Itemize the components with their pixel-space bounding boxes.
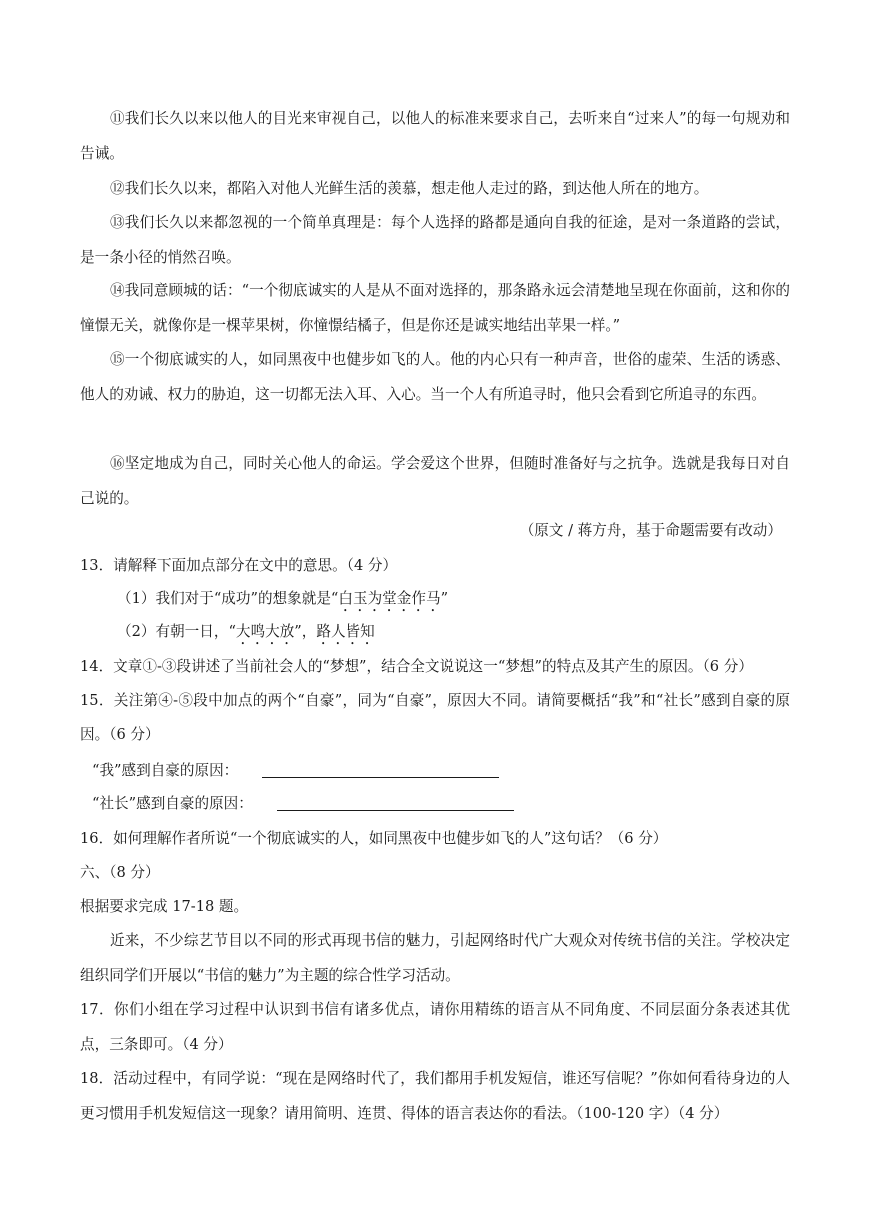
paragraph-12: [80, 172, 790, 207]
paragraph-number: ⑬: [110, 214, 125, 231]
blank-1-label: “我”感到自豪的原因：: [92, 762, 239, 779]
question-15-stem: 15．关注第④-⑤段中加点的两个“自豪”，同为“自豪”，原因大不同。请简要概括“我”和“社长”感到自豪的原因。（6 分）: [80, 692, 790, 743]
paragraph-text: 坚定地成为自己，同时关心他人的命运。学会爱这个世界，但随时准备好与之抗争。选就是我每日对自己说的。: [80, 455, 790, 507]
question-13-item-1: [117, 589, 448, 615]
paragraph-number: ⑭: [110, 282, 125, 299]
blank-2-label: “社长”感到自豪的原因：: [92, 795, 253, 812]
question-13-item-2: [117, 622, 375, 648]
paragraph-13: [80, 206, 790, 275]
answer-blank-2[interactable]: [277, 810, 514, 811]
item-text: （2）有朝一日，“: [117, 623, 236, 640]
paragraph-text: 我们长久以来以他人的目光来审视自己，以他人的标准来要求自己，去听来自“过来人”的每一句规劝和告诫。: [80, 110, 790, 162]
item-text: ”: [440, 590, 449, 607]
question-18: 18．活动过程中，有同学说：“现在是网络时代了，我们都用手机发短信，谁还写信呢？”你如何看待身边的人更习惯用手机发短信这一现象？请用简明、连贯、得体的语言表达你的看法。（100-120 字）（4 分）: [80, 1070, 790, 1122]
item-text: （1）我们对于“成功”的想象就是“: [117, 590, 339, 607]
dotted-phrase: 大鸣大放: [235, 623, 295, 640]
paragraph-text: 一个彻底诚实的人，如同黑夜中也健步如飞的人。他的内心只有一种声音，世俗的虚荣、生活的诱惑、他人的劝诫、权力的胁迫，这一切都无法入耳、入心。当一个人有所追寻时，他只会看到它所追寻的东西。: [80, 351, 790, 403]
paragraph-number: ⑮: [110, 351, 125, 368]
question-13-stem: 13．请解释下面加点部分在文中的意思。（4 分）: [80, 557, 398, 574]
paragraph-number: ⑫: [110, 180, 125, 197]
source-attribution: （原文 / 蒋方舟，基于命题需要有改动）: [519, 522, 782, 539]
question-14: 14．文章①-③段讲述了当前社会人的“梦想”，结合全文说说这一“梦想”的特点及其产生的原因。（6 分）: [80, 658, 753, 675]
answer-blank-1[interactable]: [262, 777, 499, 778]
paragraph-14: [80, 274, 790, 343]
section-6-instruction: 根据要求完成 17-18 题。: [80, 898, 249, 915]
item-text: ”，: [294, 623, 317, 640]
paragraph-text: 我同意顾城的话：“一个彻底诚实的人是从不面对选择的，那条路永远会清楚地呈现在你面前，这和你的憧憬无关，就像你是一棵苹果树，你憧憬结橘子，但是你还是诚实地结出苹果一样。”: [80, 282, 790, 334]
dotted-phrase: 白玉为堂金作马: [338, 590, 441, 607]
paragraph-16: [80, 447, 790, 516]
paragraph-text: 我们长久以来都忽视的一个简单真理是：每个人选择的路都是通向自我的征途，是对一条道路的尝试，是一条小径的悄然召唤。: [80, 214, 790, 266]
paragraph-15: [80, 343, 790, 412]
question-16: 16．如何理解作者所说“一个彻底诚实的人，如同黑夜中也健步如飞的人”这句话？（6 分）: [80, 830, 668, 847]
paragraph-text: 我们长久以来，都陷入对他人光鲜生活的羡慕，想走他人走过的路，到达他人所在的地方。: [124, 180, 709, 197]
section-6-title: 六、（8 分）: [80, 864, 160, 881]
paragraph-number: ⑪: [110, 110, 125, 127]
paragraph-number: ⑯: [110, 455, 125, 472]
dotted-phrase: 路人皆知: [316, 623, 375, 640]
section-6-context: 近来，不少综艺节目以不同的形式再现书信的魅力，引起网络时代广大观众对传统书信的关注。学校决定组织同学们开展以“书信的魅力”为主题的综合性学习活动。: [80, 932, 790, 984]
paragraph-11: [80, 102, 790, 171]
question-17: 17．你们小组在学习过程中认识到书信有诸多优点，请你用精练的语言从不同角度、不同层面分条表述其优点，三条即可。（4 分）: [80, 1001, 790, 1053]
